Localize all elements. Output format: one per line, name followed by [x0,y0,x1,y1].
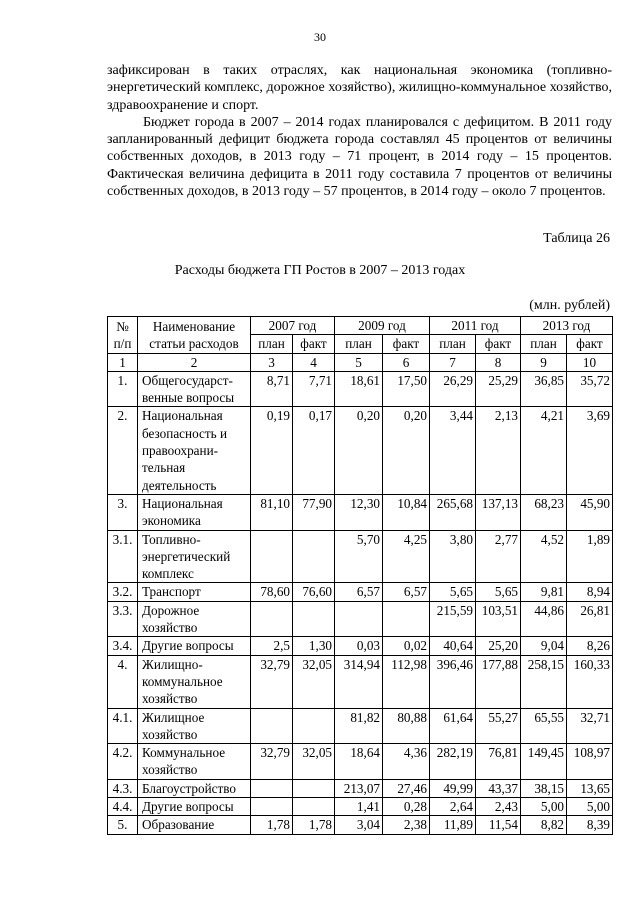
table-row [108,371,613,407]
row-value: 32,05 [293,744,335,780]
column-number: 9 [521,353,567,371]
row-value: 396,46 [430,655,476,708]
row-value [383,601,430,637]
row-number: 4. [108,655,138,708]
header-plan: план [335,335,383,353]
row-value: 1,89 [567,530,613,583]
row-value: 0,02 [383,637,430,655]
row-value: 4,21 [521,407,567,494]
row-value: 77,90 [293,494,335,530]
header-fact: факт [383,335,430,353]
row-value: 9,81 [521,583,567,601]
row-value: 0,20 [383,407,430,494]
row-value: 32,79 [251,655,293,708]
row-value: 177,88 [476,655,521,708]
row-name: Общегосударст-венные вопросы [138,371,251,407]
row-value: 27,46 [383,779,430,797]
row-name: Другие вопросы [138,637,251,655]
row-name: Топливно-энергетический комплекс [138,530,251,583]
row-name: Национальная безопасность и правоохрани-тельная деятельность [138,407,251,494]
row-number: 3.3. [108,601,138,637]
row-value: 32,05 [293,655,335,708]
column-number: 3 [251,353,293,371]
row-number: 4.1. [108,708,138,744]
row-value: 3,44 [430,407,476,494]
row-value: 68,23 [521,494,567,530]
row-value: 35,72 [567,371,613,407]
table-row [108,779,613,797]
row-value: 160,33 [567,655,613,708]
table-row [108,494,613,530]
header-year-2007: 2007 год [251,317,335,335]
row-value: 65,55 [521,708,567,744]
row-value: 26,81 [567,601,613,637]
row-value: 5,65 [476,583,521,601]
row-value: 80,88 [383,708,430,744]
row-value: 4,52 [521,530,567,583]
row-number: 4.4. [108,798,138,816]
table-row [108,407,613,494]
table-row [108,655,613,708]
row-value [293,708,335,744]
row-value: 32,79 [251,744,293,780]
row-value: 12,30 [335,494,383,530]
row-value: 8,71 [251,371,293,407]
row-value: 13,65 [567,779,613,797]
row-value: 3,80 [430,530,476,583]
row-value [251,798,293,816]
row-number: 4.2. [108,744,138,780]
row-value: 44,86 [521,601,567,637]
table-row [108,637,613,655]
row-value: 26,29 [430,371,476,407]
row-value: 43,37 [476,779,521,797]
table-row [108,708,613,744]
row-value: 258,15 [521,655,567,708]
row-value: 36,85 [521,371,567,407]
header-row-column-numbers [108,353,613,371]
row-name: Жилищно-коммунальное хозяйство [138,655,251,708]
row-value: 7,71 [293,371,335,407]
row-value: 25,29 [476,371,521,407]
row-value: 5,00 [521,798,567,816]
row-value: 8,82 [521,816,567,834]
row-value: 40,64 [430,637,476,655]
row-value: 1,30 [293,637,335,655]
row-value: 55,27 [476,708,521,744]
page-number: 30 [314,30,326,44]
row-value: 10,84 [383,494,430,530]
row-value: 0,03 [335,637,383,655]
row-value: 108,97 [567,744,613,780]
row-value: 4,25 [383,530,430,583]
body-text [107,62,612,200]
row-value: 49,99 [430,779,476,797]
row-value: 0,17 [293,407,335,494]
row-value: 1,41 [335,798,383,816]
row-value: 32,71 [567,708,613,744]
header-fact: факт [293,335,335,353]
row-value: 78,60 [251,583,293,601]
row-value: 8,39 [567,816,613,834]
header-fact: факт [476,335,521,353]
row-value [293,798,335,816]
row-value: 1,78 [251,816,293,834]
table-row [108,583,613,601]
row-name: Транспорт [138,583,251,601]
row-value: 1,78 [293,816,335,834]
row-value: 103,51 [476,601,521,637]
row-value: 8,26 [567,637,613,655]
column-number: 7 [430,353,476,371]
row-value: 61,64 [430,708,476,744]
header-year-2013: 2013 год [521,317,613,335]
row-value [335,601,383,637]
row-value: 2,13 [476,407,521,494]
header-row-years [108,317,613,335]
table-units: (млн. рублей) [529,298,610,313]
row-value [251,601,293,637]
row-value [293,779,335,797]
table-row [108,601,613,637]
column-number: 8 [476,353,521,371]
row-name: Другие вопросы [138,798,251,816]
column-number: 4 [293,353,335,371]
row-value: 81,82 [335,708,383,744]
row-number: 3.4. [108,637,138,655]
row-number: 3. [108,494,138,530]
row-name: Национальная экономика [138,494,251,530]
row-value: 11,89 [430,816,476,834]
table-title: Расходы бюджета ГП Ростов в 2007 – 2013 годах [174,263,466,278]
row-value: 6,57 [383,583,430,601]
row-value: 0,20 [335,407,383,494]
row-value: 0,19 [251,407,293,494]
row-value: 2,38 [383,816,430,834]
row-value: 25,20 [476,637,521,655]
row-value [251,530,293,583]
paragraph-2: Бюджет города в 2007 – 2014 годах планировался с дефицитом. В 2011 году запланированный дефицит бюджета города составлял 45 процентов от величины собственных доходов, в 2013 году – 71 процент, в 2014 году – 15 процентов. Фактическая величина дефицита в 2011 году составила 7 процентов от величины собственных доходов, в 2013 году – 57 процентов, в 2014 году – около 7 процентов. [107,114,612,200]
row-value: 81,10 [251,494,293,530]
column-number: 5 [335,353,383,371]
table-row [108,530,613,583]
header-plan: план [251,335,293,353]
row-value: 112,98 [383,655,430,708]
row-name: Коммунальное хозяйство [138,744,251,780]
column-number: 1 [108,353,138,371]
table-label: Таблица 26 [543,231,610,246]
row-value: 18,64 [335,744,383,780]
row-value: 2,77 [476,530,521,583]
row-value: 2,43 [476,798,521,816]
header-fact: факт [567,335,613,353]
row-value: 5,65 [430,583,476,601]
row-number: 2. [108,407,138,494]
table-row [108,816,613,834]
row-number: 5. [108,816,138,834]
row-value: 38,15 [521,779,567,797]
column-number: 2 [138,353,251,371]
row-value: 282,19 [430,744,476,780]
header-num: № п/п [108,317,138,354]
table-row [108,744,613,780]
row-value: 314,94 [335,655,383,708]
row-number: 1. [108,371,138,407]
row-name: Образование [138,816,251,834]
header-plan: план [430,335,476,353]
row-value: 137,13 [476,494,521,530]
row-value: 149,45 [521,744,567,780]
header-name: Наименование статьи расходов [138,317,251,354]
row-value [293,530,335,583]
budget-expenses-table [107,316,613,835]
header-year-2009: 2009 год [335,317,430,335]
row-value: 3,04 [335,816,383,834]
row-number: 3.1. [108,530,138,583]
row-value: 3,69 [567,407,613,494]
row-value: 9,04 [521,637,567,655]
row-name: Жилищное хозяйство [138,708,251,744]
row-value [251,708,293,744]
column-number: 6 [383,353,430,371]
row-name: Дорожное хозяйство [138,601,251,637]
row-value [293,601,335,637]
row-number: 3.2. [108,583,138,601]
row-value: 4,36 [383,744,430,780]
header-plan: план [521,335,567,353]
row-value: 265,68 [430,494,476,530]
row-value: 2,64 [430,798,476,816]
row-value: 215,59 [430,601,476,637]
row-value: 76,81 [476,744,521,780]
row-value: 11,54 [476,816,521,834]
column-number: 10 [567,353,613,371]
row-value: 17,50 [383,371,430,407]
row-number: 4.3. [108,779,138,797]
row-value: 213,07 [335,779,383,797]
row-name: Благоустройство [138,779,251,797]
row-value: 76,60 [293,583,335,601]
row-value [251,779,293,797]
table-row [108,798,613,816]
row-value: 0,28 [383,798,430,816]
row-value: 5,00 [567,798,613,816]
row-value: 45,90 [567,494,613,530]
row-value: 8,94 [567,583,613,601]
row-value: 6,57 [335,583,383,601]
row-value: 5,70 [335,530,383,583]
header-year-2011: 2011 год [430,317,521,335]
row-value: 2,5 [251,637,293,655]
row-value: 18,61 [335,371,383,407]
paragraph-1: зафиксирован в таких отраслях, как национальная экономика (топливно-энергетический комплекс, дорожное хозяйство), жилищно-коммунальное хозяйство, здравоохранение и спорт. [107,63,612,113]
